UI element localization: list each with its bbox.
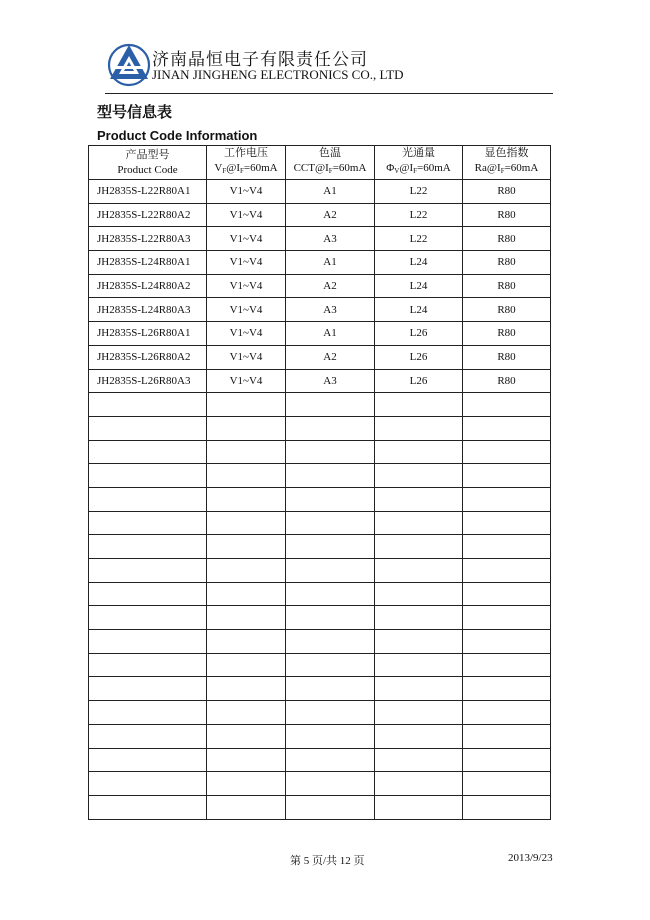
empty-cell [89,724,207,748]
column-header-cn: 色温 [319,147,341,159]
empty-cell [375,748,463,772]
empty-cell [463,582,551,606]
empty-cell [375,606,463,630]
empty-cell [375,795,463,819]
empty-cell [463,440,551,464]
empty-cell [463,416,551,440]
empty-cell [207,653,286,677]
empty-cell [463,630,551,654]
voltage-cell: V1~V4 [207,203,286,227]
column-header-cct [286,146,375,180]
flux-cell: L22 [375,180,463,204]
product-code-cell: JH2835S-L24R80A1 [89,251,207,275]
cri-cell: R80 [463,369,551,393]
flux-cell: L24 [375,251,463,275]
table-row [89,322,551,346]
column-header-en: $\Phi_V@I_F=60mA$ [386,162,451,175]
voltage-cell: V1~V4 [207,345,286,369]
product-code-cell: JH2835S-L26R80A2 [89,345,207,369]
voltage-cell: V1~V4 [207,251,286,275]
empty-cell [286,724,375,748]
empty-cell [375,582,463,606]
empty-cell [286,701,375,725]
table-row [89,345,551,369]
empty-cell [89,701,207,725]
empty-cell [207,677,286,701]
flux-cell: L22 [375,227,463,251]
empty-cell [207,748,286,772]
company-logo-icon [107,42,151,88]
empty-cell [89,582,207,606]
empty-cell [463,606,551,630]
empty-cell [375,464,463,488]
empty-cell [207,795,286,819]
cct-cell: A1 [286,322,375,346]
empty-cell [286,393,375,417]
empty-cell [463,487,551,511]
empty-cell [89,440,207,464]
empty-cell [463,393,551,417]
cri-cell: R80 [463,274,551,298]
cct-cell: A3 [286,369,375,393]
empty-table-row [89,724,551,748]
cct-cell: A3 [286,298,375,322]
flux-cell: L26 [375,369,463,393]
empty-table-row [89,416,551,440]
empty-table-row [89,606,551,630]
empty-table-row [89,582,551,606]
empty-cell [207,630,286,654]
voltage-cell: V1~V4 [207,227,286,251]
empty-cell [463,701,551,725]
document-date: 2013/9/23 [508,852,553,864]
empty-cell [89,653,207,677]
cct-cell: A1 [286,180,375,204]
empty-cell [207,393,286,417]
column-header-cn: 光通量 [402,147,435,159]
voltage-cell: V1~V4 [207,369,286,393]
cri-cell: R80 [463,180,551,204]
empty-table-row [89,701,551,725]
cri-cell: R80 [463,203,551,227]
empty-cell [286,511,375,535]
product-code-table [88,145,551,820]
empty-cell [207,701,286,725]
empty-cell [89,630,207,654]
company-name-cn: 济南晶恒电子有限责任公司 [152,50,368,69]
flux-cell: L26 [375,345,463,369]
table-header-row [89,146,551,180]
table-row [89,227,551,251]
column-header-luminous-flux [375,146,463,180]
empty-cell [207,416,286,440]
voltage-cell: V1~V4 [207,274,286,298]
column-header-product-code [89,146,207,180]
empty-cell [207,772,286,796]
cri-cell: R80 [463,322,551,346]
empty-cell [89,677,207,701]
empty-cell [286,748,375,772]
empty-cell [375,653,463,677]
empty-cell [89,772,207,796]
empty-cell [207,606,286,630]
empty-cell [463,677,551,701]
flux-cell: L24 [375,274,463,298]
empty-cell [463,795,551,819]
empty-cell [463,653,551,677]
table-row [89,203,551,227]
empty-cell [286,464,375,488]
empty-cell [89,487,207,511]
empty-table-row [89,487,551,511]
empty-cell [375,630,463,654]
flux-cell: L22 [375,203,463,227]
empty-cell [89,606,207,630]
table-row [89,180,551,204]
empty-cell [375,559,463,583]
empty-cell [286,559,375,583]
page-title: 型号信息表 [97,103,173,121]
empty-cell [207,724,286,748]
page-number: 第 5 页/共 12 页 [290,855,365,867]
voltage-cell: V1~V4 [207,298,286,322]
table-row [89,274,551,298]
cct-cell: A1 [286,251,375,275]
empty-cell [89,511,207,535]
table-body [89,180,551,820]
column-header-cn: 工作电压 [224,147,268,159]
empty-cell [89,393,207,417]
empty-table-row [89,393,551,417]
empty-cell [286,582,375,606]
empty-table-row [89,772,551,796]
empty-cell [286,416,375,440]
product-code-cell: JH2835S-L24R80A2 [89,274,207,298]
page-subtitle: Product Code Information [97,128,258,143]
table-row [89,251,551,275]
column-header-cn: 显色指数 [484,147,529,159]
empty-cell [207,464,286,488]
empty-cell [286,653,375,677]
product-code-cell: JH2835S-L22R80A2 [89,203,207,227]
empty-cell [207,559,286,583]
empty-table-row [89,630,551,654]
empty-cell [375,416,463,440]
empty-cell [375,701,463,725]
product-code-cell: JH2835S-L22R80A1 [89,180,207,204]
empty-cell [286,795,375,819]
voltage-cell: V1~V4 [207,180,286,204]
flux-cell: L24 [375,298,463,322]
table-row [89,369,551,393]
column-header-cn: 产品型号 [125,148,170,161]
cct-cell: A2 [286,345,375,369]
empty-cell [286,630,375,654]
cct-cell: A3 [286,227,375,251]
empty-cell [207,511,286,535]
empty-table-row [89,677,551,701]
empty-cell [89,416,207,440]
cri-cell: R80 [463,345,551,369]
empty-cell [286,606,375,630]
cri-cell: R80 [463,298,551,322]
product-code-cell: JH2835S-L26R80A1 [89,322,207,346]
empty-cell [286,772,375,796]
empty-cell [463,724,551,748]
empty-table-row [89,795,551,819]
column-header-en: $Ra@I_F=60mA$ [474,162,539,175]
empty-cell [89,535,207,559]
column-header-voltage [207,146,286,180]
product-code-cell: JH2835S-L22R80A3 [89,227,207,251]
column-header-en: Product Code [117,163,178,176]
empty-cell [375,724,463,748]
document-header [105,40,555,95]
empty-cell [207,440,286,464]
empty-table-row [89,535,551,559]
empty-cell [375,677,463,701]
empty-cell [463,772,551,796]
empty-table-row [89,511,551,535]
cri-cell: R80 [463,251,551,275]
empty-cell [207,487,286,511]
empty-cell [463,535,551,559]
product-code-cell: JH2835S-L24R80A3 [89,298,207,322]
empty-cell [463,559,551,583]
cct-cell: A2 [286,274,375,298]
table-row [89,298,551,322]
empty-cell [375,440,463,464]
header-divider [105,93,553,94]
empty-cell [463,748,551,772]
empty-cell [89,795,207,819]
empty-table-row [89,440,551,464]
empty-cell [463,464,551,488]
empty-cell [207,582,286,606]
cri-cell: R80 [463,227,551,251]
empty-cell [89,464,207,488]
column-header-en: $CCT@I_F=60mA$ [293,162,367,175]
empty-cell [375,511,463,535]
empty-cell [463,511,551,535]
cct-cell: A2 [286,203,375,227]
empty-table-row [89,559,551,583]
empty-cell [375,772,463,796]
empty-table-row [89,653,551,677]
empty-cell [286,677,375,701]
empty-cell [89,559,207,583]
voltage-cell: V1~V4 [207,322,286,346]
column-header-cri [463,146,551,180]
column-header-en: $V_F@I_F=60mA$ [214,162,278,175]
empty-cell [89,748,207,772]
empty-table-row [89,748,551,772]
flux-cell: L26 [375,322,463,346]
empty-cell [375,393,463,417]
empty-cell [286,487,375,511]
empty-cell [375,487,463,511]
empty-cell [375,535,463,559]
empty-cell [286,440,375,464]
company-name-en: JINAN JINGHENG ELECTRONICS CO., LTD [152,67,404,82]
product-code-cell: JH2835S-L26R80A3 [89,369,207,393]
empty-table-row [89,464,551,488]
empty-cell [207,535,286,559]
empty-cell [286,535,375,559]
